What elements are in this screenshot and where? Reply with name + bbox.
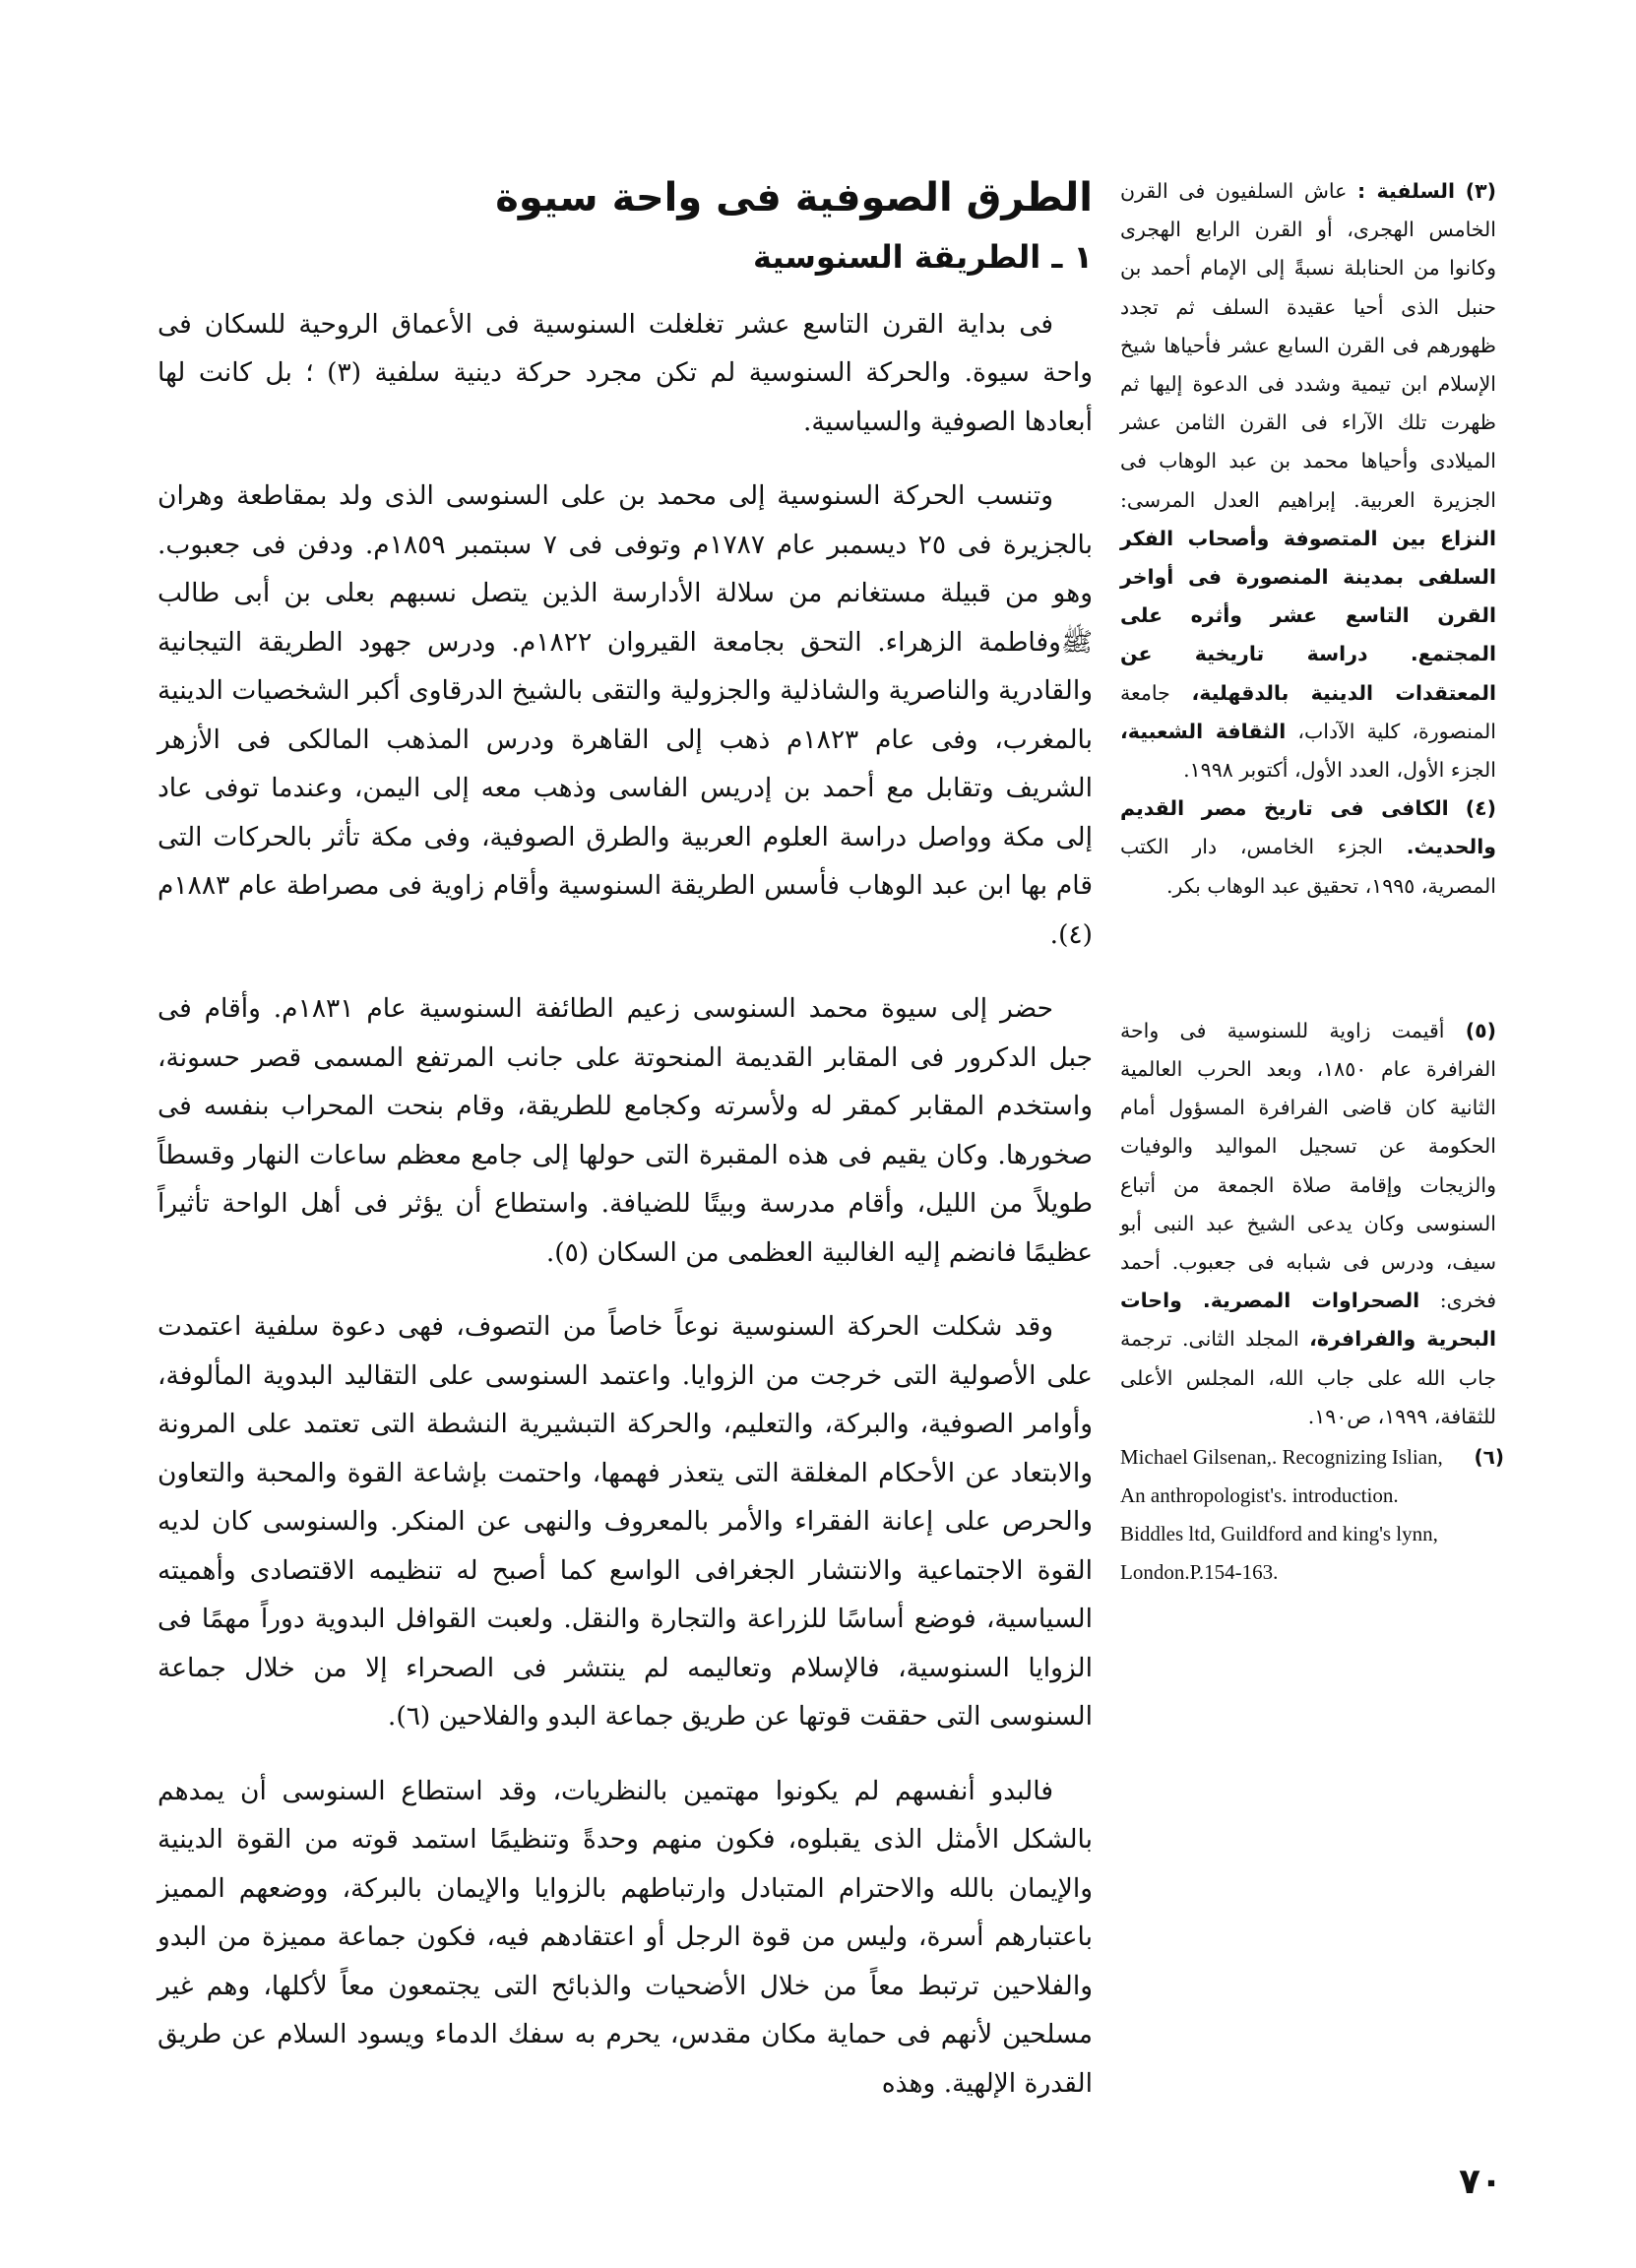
paragraph-1: فى بداية القرن التاسع عشر تغلغلت السنوسية فى الأعماق الروحية للسكان فى واحة سيوة. والحركة السنوسية لم تكن مجرد حركة دينية سلفية (٣) ؛ بل كانت لها أبعادها الصوفية والسياسية. (157, 308, 1093, 437)
page-number: ٧٠ (1459, 2162, 1502, 2202)
subsection-title: ١ ـ الطريقة السنوسية (752, 238, 1093, 276)
paragraph-2: وتنسب الحركة السنوسية إلى محمد بن على السنوسى الذى ولد بمقاطعة وهران بالجزيرة فى ٢٥ ديسمبر عام ١٧٨٧م وتوفى فى ٧ سبتمبر ١٨٥٩م. ودفن فى جعبوب. وهو من قبيلة مستغانم من سلالة الأدارسة الذين يتصل نسبهم بعلى بن أبى طالب ﷺوفاطمة الزهراء. التحق بجامعة القيروان ١٨٢٢م. ودرس جهود الطريقة التيجانية والقادرية والناصرية والشاذلية والجزولية والتقى بالشيخ الدرقاوى أكبر الشخصيات الدينية بالمغرب، وفى عام ١٨٢٣م ذهب إلى القاهرة ودرس المذهب المالكى فى الأزهر الشريف وتقابل مع أحمد بن إدريس الفاسى وذهب معه إلى اليمن، وعندما توفى عاد إلى مكة وواصل دراسة العلوم العربية والطرق الصوفية، وفى مكة تأثر بالحركات التى قام بها ابن عبد الوهاب فأسس الطريقة السنوسية وأقام زاوية فى مصراطة عام ١٨٨٣م (٤). (157, 480, 1093, 950)
footnote-spacer (1120, 906, 1496, 1012)
footnote-4 (1120, 789, 1496, 906)
footnote-text: أقيمت زاوية للسنوسية فى واحة الفرافرة عام ١٨٥٠، وبعد الحرب العالمية الثانية كان قاضى الفرافرة المسؤول أمام الحكومة عن تسجيل المواليد والوفيات والزيجات وإقامة صلاة الجمعة من أتباع السنوسى وكان يدعى الشيخ عبد النبى أبو سيف، ودرس فى شبابه فى جعبوب. (1120, 1018, 1496, 1275)
footnote-3 (1120, 172, 1496, 789)
footnote-number: (٥) (1465, 1018, 1496, 1042)
footnote-text-english: Michael Gilsenan,. Recognizing Islian, An anthropologist's. introduction. Biddles ltd, Guildford and king's lynn, London.P.154-163. (1120, 1445, 1443, 1585)
paragraph-4: وقد شكلت الحركة السنوسية نوعاً خاصاً من التصوف، فهى دعوة سلفية اعتمدت على الأصولية التى خرجت من الزوايا. واعتمد السنوسى على التقاليد البدوية المألوفة، وأوامر الصوفية، والبركة، والتعليم، والحركة التبشيرية النشطة التى تعتمد على المرونة والابتعاد عن الأحكام المغلقة التى يتعذر فهمها، واحتمت بإشاعة القوة والمحبة والتعاون والحرص على إعانة الفقراء والأمر بالمعروف والنهى عن المنكر. والسنوسى كان لديه القوة الاجتماعية والانتشار الجغرافى الواسع كما أصبح له تنظيمه الاقتصادى وأهميته السياسية، فوضع أساسًا للزراعة والتجارة والنقل. ولعبت القوافل البدوية دوراً مهمًا فى الزوايا السنوسية، فالإسلام وتعاليمه لم ينتشر فى الصحراء إلا من خلال جماعة السنوسى التى حققت قوتها عن طريق جماعة البدو والفلاحين (٦). (157, 1311, 1093, 1732)
footnote-ref-title: الصحراوات المصرية. واحات البحرية والفرافرة، (1120, 1289, 1496, 1352)
footnote-ref-magazine: الثقافة الشعبية، (1120, 719, 1287, 743)
footnote-ref-title: الكافى فى تاريخ مصر القديم والحديث. (1120, 796, 1496, 859)
footnote-ref-author: إبراهيم العدل المرسى: (1120, 487, 1336, 512)
footnote-6 (1120, 1438, 1504, 1592)
footnote-ref-details: المجلد الثانى. ترجمة جاب الله على جاب الله، المجلس الأعلى للثقافة، ١٩٩٩، ص١٩٠. (1120, 1327, 1496, 1428)
footnote-term: السلفية : (1357, 179, 1456, 203)
footnote-5 (1120, 1012, 1496, 1436)
footnote-text: الجزء الخامس، دار الكتب المصرية، ١٩٩٥، تحقيق عبد الوهاب بكر. (1120, 835, 1496, 898)
footnote-number: (٦) (1474, 1445, 1504, 1470)
footnote-ref-issue: الجزء الأول، العدد الأول، أكتوبر ١٩٩٨. (1183, 758, 1496, 783)
footnote-ref-title: النزاع بين المتصوفة وأصحاب الفكر السلفى بمدينة المنصورة فى أواخر القرن التاسع عشر وأثره على المجتمع. دراسة تاريخية عن المعتقدات الدينية بالدقهلية، (1120, 526, 1496, 705)
footnote-ref-author: أحمد فخرى: (1120, 1250, 1496, 1313)
paragraph-5: فالبدو أنفسهم لم يكونوا مهتمين بالنظريات، وقد استطاع السنوسى أن يمدهم بالشكل الأمثل الذى يقبلوه، فكون منهم وحدةً وتنظيمًا استمد قوته من القوة الدينية والإيمان بالله والاحترام المتبادل وارتباطهم بالزوايا والإيمان بالبركة، ووضعهم المميز باعتبارهم أسرة، وليس من قوة الرجل أو اعتقادهم فيه، فكون جماعة مميزة من البدو والفلاحين ترتبط معاً من خلال الأضحيات والذبائح التى يجتمعون معاً لأكلها، وهم غير مسلحين لأنهم فى حماية مكان مقدس، يحرم به سفك الدماء ويسود السلام عن طريق القدرة الإلهية. وهذه (157, 1775, 1093, 2099)
footnotes-column (1120, 172, 1504, 1592)
main-column (157, 172, 1093, 2133)
section-title: الطرق الصوفية فى واحة سيوة (495, 175, 1093, 220)
paragraph-3: حضر إلى سيوة محمد السنوسى زعيم الطائفة السنوسية عام ١٨٣١م. وأقام فى جبل الدكرور فى المقابر القديمة المنحوتة على جانب المرتفع المسمى قصر حسونة، واستخدم المقابر كمقر له ولأسرته وكجامع للطريقة، وقام بنحت المحراب بنفسه فى صخورها. وكان يقيم فى هذه المقبرة التى حولها إلى جامع معظم ساعات النهار وقسطاً طويلاً من الليل، وأقام مدرسة وبيتًا للضيافة. واستطاع أن يؤثر فى أهل الواحة تأثيراً عظيمًا فانضم إليه الغالبية العظمى من السكان (٥). (157, 993, 1093, 1268)
footnote-ref-publisher: جامعة المنصورة، كلية الآداب، (1120, 680, 1496, 743)
footnote-number: (٤) (1465, 796, 1496, 821)
footnote-text: عاش السلفيون فى القرن الخامس الهجرى، أو القرن الرابع الهجرى وكانوا من الحنابلة نسبةً إلى الإمام أحمد بن حنبل الذى أحيا عقيدة السلف ثم تجدد ظهورهم فى القرن السابع عشر فأحياها شيخ الإسلام ابن تيمية وشدد فى الدعوة إليها ثم ظهرت تلك الآراء فى القرن الثامن عشر الميلادى وأحياها محمد بن عبد الوهاب فى الجزيرة العربية. (1120, 179, 1496, 512)
footnote-number: (٣) (1465, 179, 1496, 203)
